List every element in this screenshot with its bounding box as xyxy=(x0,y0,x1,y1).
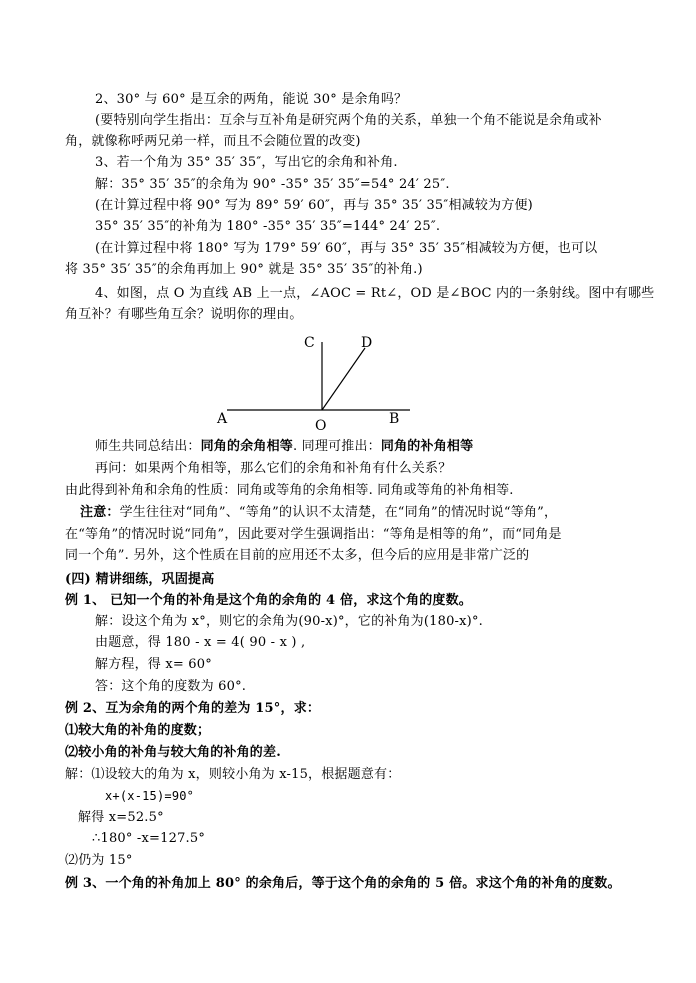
point-o-label: O xyxy=(315,418,327,434)
caution-label: 注意： xyxy=(80,505,120,520)
question-4-line-2: 角互补？有哪些角互余？说明你的理由。 xyxy=(65,307,303,322)
example-2-result: 解得 x=52.5° xyxy=(78,810,164,825)
example-1-answer: 答：这个角的度数为 60°. xyxy=(95,679,247,694)
example-1-setup: 解：设这个角为 x°，则它的余角为(90-x)°，它的补角为(180-x)°. xyxy=(95,614,483,629)
example-3-title: 例 3、一个角的补角加上 80° 的余角后，等于这个角的余角的 5 倍。求这个角的补角的度数。 xyxy=(65,876,621,891)
note-line-1: (要特别向学生指出：互余与互补角是研究两个角的关系，单独一个角不能说是余角或补 xyxy=(95,113,602,128)
angle-diagram xyxy=(215,330,425,435)
example-1-equation: 由题意，得 180 - x = 4( 90 - x ) , xyxy=(95,635,306,650)
point-b-label: B xyxy=(389,411,400,427)
example-2-title: 例 2、互为余角的两个角的差为 15°，求： xyxy=(65,701,321,716)
point-a-label: A xyxy=(217,411,228,427)
example-2-supplement: ∴180° -x=127.5° xyxy=(92,831,206,846)
example-2-part-2-answer: ⑵仍为 15° xyxy=(65,853,133,868)
solution-complement: 解：35° 35′ 35″的余角为 90° -35° 35′ 35″=54° 24′ 25″. xyxy=(95,177,450,192)
point-c-label: C xyxy=(304,335,315,351)
caution-text: 学生往往对“同角”、“等角”的认识不太清楚，在“同角”的情况时说“等角”， xyxy=(119,505,558,520)
note-line-2: 角，就像称呼两兄弟一样，而且不会随位置的改变) xyxy=(65,134,361,149)
point-d-label: D xyxy=(361,335,373,351)
example-2-equation: x+(x-15)=90° xyxy=(105,789,195,803)
property-statement: 由此得到补角和余角的性质：同角或等角的余角相等. 同角或等角的补角相等. xyxy=(65,483,514,498)
ray-od xyxy=(322,348,365,410)
follow-up-question: 再问：如果两个角相等，那么它们的余角和补角有什么关系？ xyxy=(95,461,452,476)
summary-line xyxy=(95,437,473,457)
summary-intro: 师生共同总结出： xyxy=(95,439,201,454)
example-2-part-1: ⑴较大角的补角的度数； xyxy=(65,723,211,738)
example-1-solve: 解方程，得 x= 60° xyxy=(95,657,212,672)
note-180-line-2: 将 35° 35′ 35″的余角再加上 90° 就是 35° 35′ 35″的补角.) xyxy=(65,262,423,277)
solution-supplement: 35° 35′ 35″的补角为 180° -35° 35′ 35″=144° 24′ 25″. xyxy=(95,219,441,234)
note-180-line-1: (在计算过程中将 180° 写为 179° 59′ 60″，再与 35° 35′ 35″相减较为方便，也可以 xyxy=(95,241,598,256)
section-heading: (四) 精讲细练，巩固提高 xyxy=(65,572,215,587)
question-4-line-1: 4、如图，点 O 为直线 AB 上一点，∠AOC = Rt∠，OD 是∠BOC 内的一条射线。图中有哪些 xyxy=(95,286,655,301)
angle-figure xyxy=(215,330,425,435)
summary-middle: . 同理可推出： xyxy=(293,439,381,454)
caution-line-2: 在“等角”的情况时说“同角”，因此要对学生强调指出：“等角是相等的角”，而“同角是 xyxy=(65,527,562,542)
question-3: 3、若一个角为 35° 35′ 35″，写出它的余角和补角. xyxy=(95,155,398,170)
caution-line-1 xyxy=(80,503,557,523)
example-2-part-2: ⑵较小角的补角与较大角的补角的差. xyxy=(65,745,281,760)
question-2: 2、30° 与 60° 是互余的两角，能说 30° 是余角吗？ xyxy=(95,92,408,107)
note-90-degrees: (在计算过程中将 90° 写为 89° 59′ 60″，再与 35° 35′ 35″相减较为方便) xyxy=(95,198,533,213)
caution-line-3: 同一个角”. 另外，这个性质在目前的应用还不太多，但今后的应用是非常广泛的 xyxy=(65,548,530,563)
property-supplement: 同角的补角相等 xyxy=(380,439,474,454)
property-complement: 同角的余角相等 xyxy=(200,439,294,454)
example-2-solution: 解：⑴设较大的角为 x，则较小角为 x-15，根据题意有： xyxy=(65,767,401,782)
example-1-title: 例 1、 已知一个角的补角是这个角的余角的 4 倍，求这个角的度数。 xyxy=(65,593,472,608)
